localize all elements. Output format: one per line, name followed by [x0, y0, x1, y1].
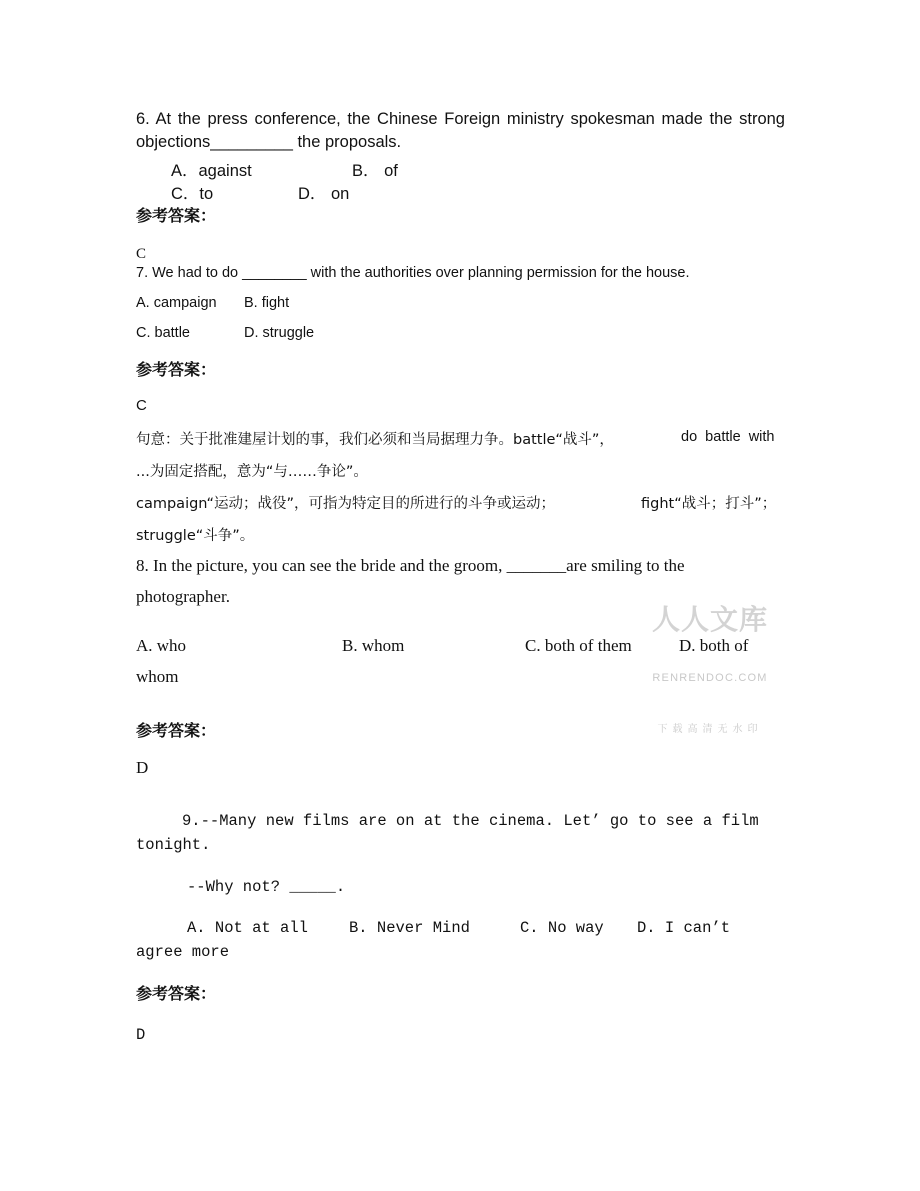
- q7-explanation-line3: campaign“运动；战役”，可指为特定目的所进行的斗争或运动；: [136, 496, 555, 512]
- q9-stem-line1: 9.--Many new films are on at the cinema. Let’ go to see a film: [182, 812, 759, 830]
- q7-explanation-line1-end: do battle with: [681, 429, 775, 445]
- q6-option-a: A．against: [171, 162, 252, 180]
- watermark-tagline: 下载高清无水印: [657, 724, 763, 735]
- q7-option-c: C. battle: [136, 325, 190, 341]
- watermark-url: RENRENDOC.COM: [652, 672, 768, 684]
- q6-option-c: C．to: [171, 185, 214, 203]
- q9-stem-line3: --Why not? _____.: [187, 878, 346, 896]
- q7-explanation-line1: 句意：关于批准建屋计划的事，我们必须和当局据理力争。battle“战斗”，: [136, 432, 614, 448]
- q9-answer-heading: 参考答案：: [136, 984, 217, 1003]
- q7-answer: C: [136, 397, 147, 414]
- q7-stem: 7. We had to do ________ with the authorities over planning permission for the house.: [136, 265, 690, 281]
- q8-stem-line2: photographer.: [136, 587, 230, 606]
- q6-stem-line1: 6. At the press conference, the Chinese Foreign ministry spokesman made the strong: [136, 110, 785, 128]
- q7-answer-heading: 参考答案：: [136, 360, 217, 379]
- q9-option-d: D. I can’t: [637, 919, 731, 937]
- q8-answer-heading: 参考答案：: [136, 721, 217, 740]
- q7-option-b: B. fight: [244, 295, 290, 311]
- q9-option-d-continued: agree more: [136, 943, 230, 961]
- q8-option-a: A. who: [136, 636, 187, 655]
- q9-option-c: C. No way: [520, 919, 604, 937]
- q9-stem-line2: tonight.: [136, 836, 211, 854]
- q8-answer: D: [136, 758, 149, 777]
- q6-option-d: D． on: [298, 185, 350, 203]
- q6-answer: C: [136, 246, 147, 262]
- q7-option-d: D. struggle: [244, 325, 315, 341]
- q9-option-b: B. Never Mind: [349, 919, 470, 937]
- q8-option-d-continued: whom: [136, 667, 179, 686]
- q9-option-a: A. Not at all: [187, 919, 308, 937]
- q6-stem-line2: objections_________ the proposals.: [136, 133, 402, 151]
- q7-explanation-line4: struggle“斗争”。: [136, 528, 255, 544]
- q6-answer-heading: 参考答案：: [136, 206, 217, 225]
- q7-explanation-line3-end: fight“战斗；打斗”；: [641, 496, 777, 512]
- q6-option-b: B． of: [352, 162, 398, 180]
- q8-option-d: D. both of: [679, 636, 749, 655]
- watermark-brand: 人人文库: [651, 603, 768, 636]
- q8-stem-line1: 8. In the picture, you can see the bride and the groom, _______are smiling to the: [136, 556, 685, 575]
- q8-option-c: C. both of them: [525, 636, 632, 655]
- q8-option-b: B. whom: [342, 636, 405, 655]
- q7-option-a: A. campaign: [136, 295, 217, 311]
- watermark-logo: [648, 562, 772, 753]
- q9-answer: D: [136, 1026, 146, 1044]
- q7-explanation-line2: ...为固定搭配，意为“与……争论”。: [136, 464, 368, 480]
